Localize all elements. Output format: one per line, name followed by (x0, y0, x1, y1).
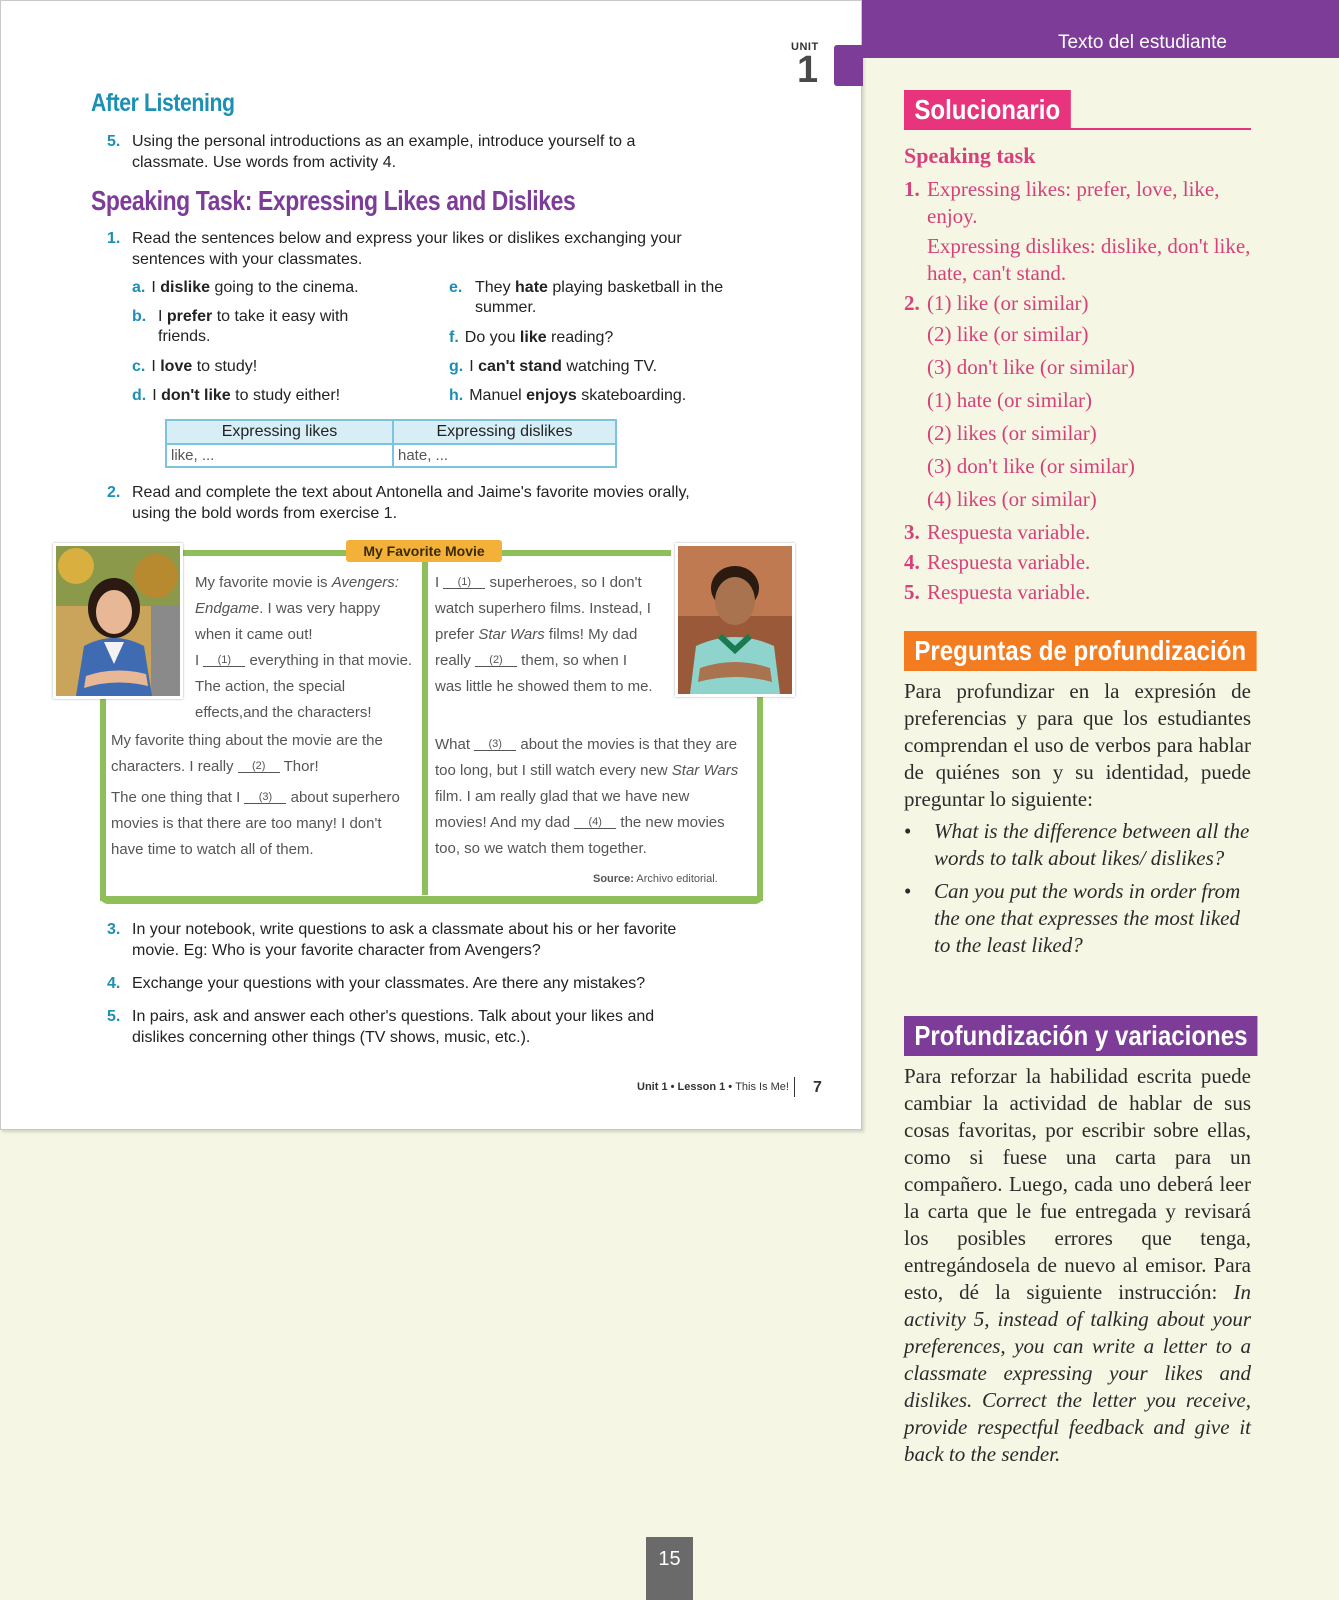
solucionario-list (904, 176, 1254, 606)
blank-3[interactable]: (3) (474, 738, 516, 751)
source-label: Source: (593, 873, 634, 885)
sentence-pre: Manuel (469, 387, 527, 404)
list-item (904, 549, 1254, 576)
list-item (904, 486, 1254, 513)
bullet-icon: • (904, 819, 912, 843)
bullet-icon: • (904, 879, 912, 903)
list-text: (1) hate (or similar) (927, 388, 1093, 412)
girl-portrait-icon (56, 546, 180, 696)
text-run: The one thing that I (111, 789, 245, 806)
movie-frame-bottom (100, 896, 763, 904)
table-cell: hate, ... (393, 444, 616, 467)
page-footer: Unit 1 • Lesson 1 • This Is Me! (637, 1081, 789, 1093)
profundizacion-title: Profundización y variaciones (904, 1016, 1258, 1056)
item-text: In pairs, ask and answer each other's questions. Talk about your likes and dislikes concerning other things (TV shows, music, etc.). (132, 1008, 655, 1046)
sentence-a (132, 278, 402, 298)
profundizacion-text: Para reforzar la habilidad escrita puede cambiar la actividad de hablar de sus cosas favoritas, por escribir sobre ellas, como si fuese una carta para un compañero. Luego, cada uno deberá leer la carta que le fue entregada y revisará los posibles errores que tenga, entregándosela de nuevo al emisor. Para esto, dé la siguiente instrucción: (904, 1064, 1251, 1304)
list-item (904, 290, 1254, 317)
blank-3[interactable]: (3) (244, 791, 286, 804)
sentence-letter: b. (132, 308, 147, 325)
text-run: them, so when I was little he showed them to me. (435, 652, 653, 695)
teacher-page-number: 15 (646, 1537, 693, 1600)
sentence-post: playing basketball in the summer. (475, 279, 724, 316)
movie-left-intro (195, 570, 417, 648)
table-header-row (166, 420, 616, 444)
sentence-letter: e. (449, 279, 463, 296)
list-text: Respuesta variable. (927, 520, 1091, 544)
table-cell: like, ... (166, 444, 393, 467)
boy-portrait-icon (678, 546, 792, 694)
text-run: What (435, 736, 475, 753)
solucionario-title: Solucionario (904, 90, 1070, 130)
jaime-photo (675, 543, 795, 697)
sentence-pre: Do you (464, 329, 520, 346)
bullet-text: Can you put the words in order from the one that expresses the most liked to the least liked? (934, 879, 1241, 957)
student-page-number: 7 (813, 1079, 822, 1096)
list-text: Respuesta variable. (927, 580, 1091, 604)
blank-1[interactable]: (1) (443, 576, 485, 589)
list-item (904, 818, 1251, 872)
sentence-letter: c. (132, 358, 146, 375)
sentence-post: to take it easy with friends. (158, 308, 349, 345)
solucionario-rule (904, 128, 1251, 130)
sentence-pre: They (475, 279, 516, 296)
sentence-post: skateboarding. (576, 387, 687, 404)
sentence-bold: dislike (160, 279, 211, 296)
text-run: . I was very happy when it came out! (195, 600, 381, 643)
profundizacion-body (904, 1063, 1251, 1468)
list-text: (4) likes (or similar) (927, 487, 1097, 511)
movie-left-p2 (111, 728, 417, 780)
blank-1[interactable]: (1) (203, 654, 245, 667)
list-number (904, 420, 927, 447)
table-row (166, 444, 616, 467)
preguntas-rule (904, 669, 1251, 671)
list-number: 5. (904, 580, 920, 604)
text-run: film. I am really glad that we have new movies! And my dad (435, 788, 690, 831)
speaking-task-heading: Speaking Task: Expressing Likes and Dislikes (91, 185, 576, 216)
text-run: about superhero movies is that there are too many! I don't have time to watch all of them. (111, 789, 400, 858)
list-text: (3) don't like (or similar) (927, 355, 1135, 379)
sentence-pre: I (152, 387, 162, 404)
list-number: 4. (904, 550, 920, 574)
text-run: about the movies is that they are too long, but I still watch every new (435, 736, 738, 779)
item-number: 4. (107, 975, 121, 992)
list-text: Respuesta variable. (927, 550, 1091, 574)
list-text: (2) likes (or similar) (927, 421, 1097, 445)
after-listening-heading: After Listening (91, 89, 235, 117)
list-item (904, 519, 1254, 546)
speaking-item-2 (107, 482, 727, 524)
solucionario-subtitle: Speaking task (904, 143, 1036, 168)
sentence-post: to study! (192, 358, 258, 375)
profundizacion-rule (904, 1054, 1251, 1056)
blank-2[interactable]: (2) (475, 654, 517, 667)
item-text: Read and complete the text about Antonella and Jaime's favorite movies orally, using the bold words from exercise 1. (132, 484, 690, 522)
text-run: superheroes, so I don't watch superhero films. Instead, I prefer (435, 574, 651, 643)
sentence-letter: g. (449, 358, 464, 375)
item-text: Using the personal introductions as an example, introduce yourself to a classmate. Use words from activity 4. (132, 133, 636, 171)
item-text: Exchange your questions with your classmates. Are there any mistakes? (132, 975, 646, 992)
footer-title: This Is Me! (735, 1081, 789, 1093)
list-text: (1) like (or similar) (927, 291, 1089, 315)
movie-title-italic: Star Wars (671, 762, 739, 779)
antonella-photo (53, 543, 183, 699)
list-text: (3) don't like (or similar) (927, 454, 1135, 478)
blank-2[interactable]: (2) (238, 760, 280, 773)
sentence-bold: can't stand (478, 358, 562, 375)
sentence-post: going to the cinema. (210, 279, 359, 296)
speaking-item-5 (107, 1006, 707, 1048)
text-run: I (435, 574, 444, 591)
movie-right-p2 (435, 732, 743, 862)
after-listening-item-5 (107, 131, 707, 173)
list-item (904, 878, 1251, 959)
table-header: Expressing dislikes (393, 420, 616, 444)
sentence-bold: like (519, 329, 547, 346)
movie-title-italic: Avengers: Endgame (195, 574, 399, 617)
list-number: 3. (904, 520, 920, 544)
table-header: Expressing likes (166, 420, 393, 444)
preguntas-bullets (904, 818, 1251, 959)
list-number (904, 321, 927, 348)
sentence-letter: h. (449, 387, 464, 404)
sentence-pre: I (151, 279, 161, 296)
movie-left-p3 (111, 785, 417, 863)
sentence-d (132, 386, 402, 406)
sentence-post: reading? (546, 329, 614, 346)
list-number (904, 354, 927, 381)
sentence-bold: don't like (161, 387, 231, 404)
list-item (904, 453, 1254, 480)
item-number: 5. (107, 133, 121, 150)
unit-tab (834, 45, 863, 86)
footer-unit: Unit 1 (637, 1081, 668, 1093)
profundizacion-instruction: In activity 5, instead of talking about your preferences, you can write a letter to a classmate expressing your likes and dislikes. Correct the letter you receive, provide respectful feedback and give it back to the sender. (904, 1280, 1251, 1466)
list-item (904, 233, 1254, 287)
unit-number: 1 (797, 49, 819, 91)
text-run: I (195, 652, 204, 669)
footer-divider (794, 1077, 795, 1097)
list-item (904, 420, 1254, 447)
source-value: Archivo editorial. (636, 873, 718, 885)
text-run: films! My dad really (435, 626, 638, 669)
list-item (904, 387, 1254, 414)
student-page (0, 0, 862, 1130)
sentence-f (449, 328, 719, 348)
preguntas-intro: Para profundizar en la expresión de preferencias y para que los estudiantes comprendan el uso de verbos para hablar de quiénes son y su identidad, puede preguntar lo siguiente: (904, 679, 1251, 811)
movie-right-p1 (435, 570, 653, 700)
movie-title-italic: Star Wars (478, 626, 545, 643)
item-number: 3. (107, 921, 121, 938)
likes-dislikes-table (165, 419, 617, 468)
sentence-e (449, 278, 740, 318)
sentence-h (449, 386, 739, 406)
movie-left-blank1 (195, 648, 417, 726)
list-number (904, 486, 927, 513)
text-run: everything in that movie. The action, the special effects,and the characters! (195, 652, 413, 721)
item-number: 5. (107, 1008, 121, 1025)
list-item (904, 176, 1254, 230)
item-number: 1. (107, 230, 121, 247)
sentence-post: to study either! (230, 387, 341, 404)
sentence-bold: hate (515, 279, 548, 296)
item-text: Read the sentences below and express your likes or dislikes exchanging your sentences with your classmates. (132, 230, 682, 268)
list-number: 2. (904, 291, 920, 315)
item-text: In your notebook, write questions to ask a classmate about his or her favorite movie. Eg: Who is your favorite character from Avengers? (132, 921, 677, 959)
speaking-item-3 (107, 919, 707, 961)
sentence-bold: prefer (166, 308, 213, 325)
list-item (904, 321, 1254, 348)
movie-frame-right (757, 691, 763, 901)
movie-source (593, 873, 718, 885)
movie-box-title: My Favorite Movie (346, 540, 502, 562)
teacher-header (862, 0, 1339, 58)
list-text: Expressing dislikes: dislike, don't like, hate, can't stand. (927, 234, 1251, 285)
text-run: Thor! (279, 758, 319, 775)
list-text: Expressing likes: prefer, love, like, enjoy. (927, 177, 1220, 228)
list-number: 1. (904, 177, 920, 201)
sentence-bold: enjoys (526, 387, 577, 404)
sentence-pre: I (151, 358, 161, 375)
speaking-item-4 (107, 973, 747, 994)
teacher-header-title: Texto del estudiante (1057, 32, 1227, 53)
preguntas-title: Preguntas de profundización (904, 631, 1256, 671)
list-text: (2) like (or similar) (927, 322, 1089, 346)
text-run: My favorite movie is (195, 574, 332, 591)
sentence-letter: f. (449, 329, 459, 346)
text-run: the new movies too, so we watch them together. (435, 814, 725, 857)
sentence-post: watching TV. (561, 358, 658, 375)
bullet-text: What is the difference between all the words to talk about likes/ dislikes? (934, 819, 1250, 870)
footer-lesson: Lesson 1 (677, 1081, 726, 1093)
sentence-b (132, 307, 403, 347)
list-item (904, 354, 1254, 381)
sentence-pre: I (158, 308, 167, 325)
text-run: My favorite thing about the movie are the characters. I really (111, 732, 383, 775)
list-number (904, 387, 927, 414)
sentence-bold: love (160, 358, 193, 375)
sentence-c (132, 357, 402, 377)
item-number: 2. (107, 484, 121, 501)
sentence-g (449, 357, 719, 377)
sentence-letter: d. (132, 387, 147, 404)
speaking-item-1 (107, 228, 712, 270)
unit-label: UNIT (791, 41, 819, 53)
sentence-pre: I (469, 358, 479, 375)
sentence-letter: a. (132, 279, 146, 296)
list-item (904, 579, 1254, 606)
list-number (904, 453, 927, 480)
blank-4[interactable]: (4) (574, 816, 616, 829)
list-number (904, 233, 927, 287)
